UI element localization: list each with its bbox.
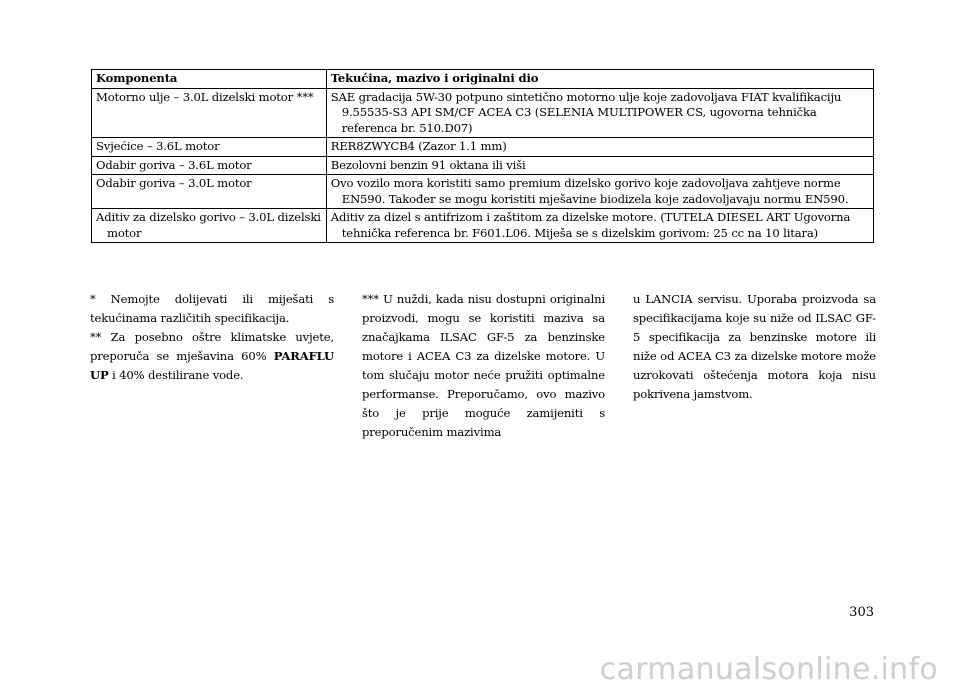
table-row <box>92 88 874 138</box>
note-fluid-mixing: * Nemojte dolijevati ili miješati s tekućinama različitih specifikacija. <box>90 292 334 325</box>
note-coolant-product: PARAFLU UP <box>90 349 334 382</box>
specification-table <box>91 69 874 243</box>
table-cell-component: Motorno ulje – 3.0L dizelski motor *** <box>92 88 327 138</box>
page-number: 303 <box>849 605 874 620</box>
header-component: Komponenta <box>92 70 327 89</box>
header-fluid: Tekućina, mazivo i originalni dio <box>326 70 873 89</box>
component-text: Aditiv za dizelsko gorivo – 3.0L dizelski motor <box>96 210 321 240</box>
table-cell-component <box>92 209 327 243</box>
notes-column-1 <box>90 290 334 385</box>
table-cell-component: Odabir goriva – 3.0L motor <box>92 175 327 209</box>
table-cell-component: Odabir goriva – 3.6L motor <box>92 156 327 175</box>
table-cell-spec <box>326 175 873 209</box>
notes-column-3 <box>633 290 876 404</box>
note-coolant-text-end: i 40% destilirane vode. <box>108 368 244 382</box>
table-cell-spec <box>326 209 873 243</box>
spec-text: Bezolovni benzin 91 oktana ili viši <box>330 157 526 172</box>
note-coolant-mixture <box>90 328 334 385</box>
table-row <box>92 209 874 243</box>
table-cell-spec <box>326 138 873 157</box>
note-coolant-text: ** Za posebno oštre klimatske uvjete, preporuča se mješavina 60% <box>90 330 334 363</box>
note-emergency-lubricants: *** U nuždi, kada nisu dostupni originalni proizvodi, mogu se koristiti maziva sa značajkama ILSAC GF-5 za benzinske motore i ACEA C3 za dizelske motore. U tom slučaju motor neće pružiti optimalne performanse. Preporučamo, ovo mazivo što je prije moguće zamijeniti s preporučenim mazivima <box>362 292 605 439</box>
site-watermark: carmanualsonline.info <box>599 652 938 687</box>
table-row <box>92 156 874 175</box>
table-cell-spec <box>326 156 873 175</box>
table-header-row <box>92 70 874 89</box>
table-cell-spec <box>326 88 873 138</box>
table-row <box>92 138 874 157</box>
notes-column-2 <box>362 290 605 442</box>
table-cell-component: Svjećice – 3.6L motor <box>92 138 327 157</box>
spec-text: Ovo vozilo mora koristiti samo premium dizelsko gorivo koje zadovoljava zahtjeve norme EN590. Također se mogu koristiti mješavine biodizela koje zadovoljavaju normu EN590. <box>330 176 849 206</box>
spec-text: RER8ZWYCB4 (Zazor 1.1 mm) <box>330 139 507 153</box>
spec-text: SAE gradacija 5W-30 potpuno sintetično motorno ulje koje zadovoljava FIAT kvalifikaciju 9.55535-S3 API SM/CF ACEA C3 (SELENIA MULTIPOWER CS, ugovorna tehnička referenca br. 510.D07) <box>330 89 842 135</box>
spec-text: Aditiv za dizel s antifrizom i zaštitom za dizelske motore. (TUTELA DIESEL ART Ugovorna tehnička referenca br. F601.L06. Miješa se s dizelskim gorivom: 25 cc na 10 litara) <box>330 210 851 240</box>
note-emergency-lubricants-continued: u LANCIA servisu. Uporaba proizvoda sa specifikacijama koje su niže od ILSAC GF-5 specifikacija za benzinske motore ili niže od ACEA C3 za dizelske motore može uzrokovati oštećenja motora koja nisu pokrivena jamstvom. <box>633 292 876 401</box>
table-row <box>92 175 874 209</box>
